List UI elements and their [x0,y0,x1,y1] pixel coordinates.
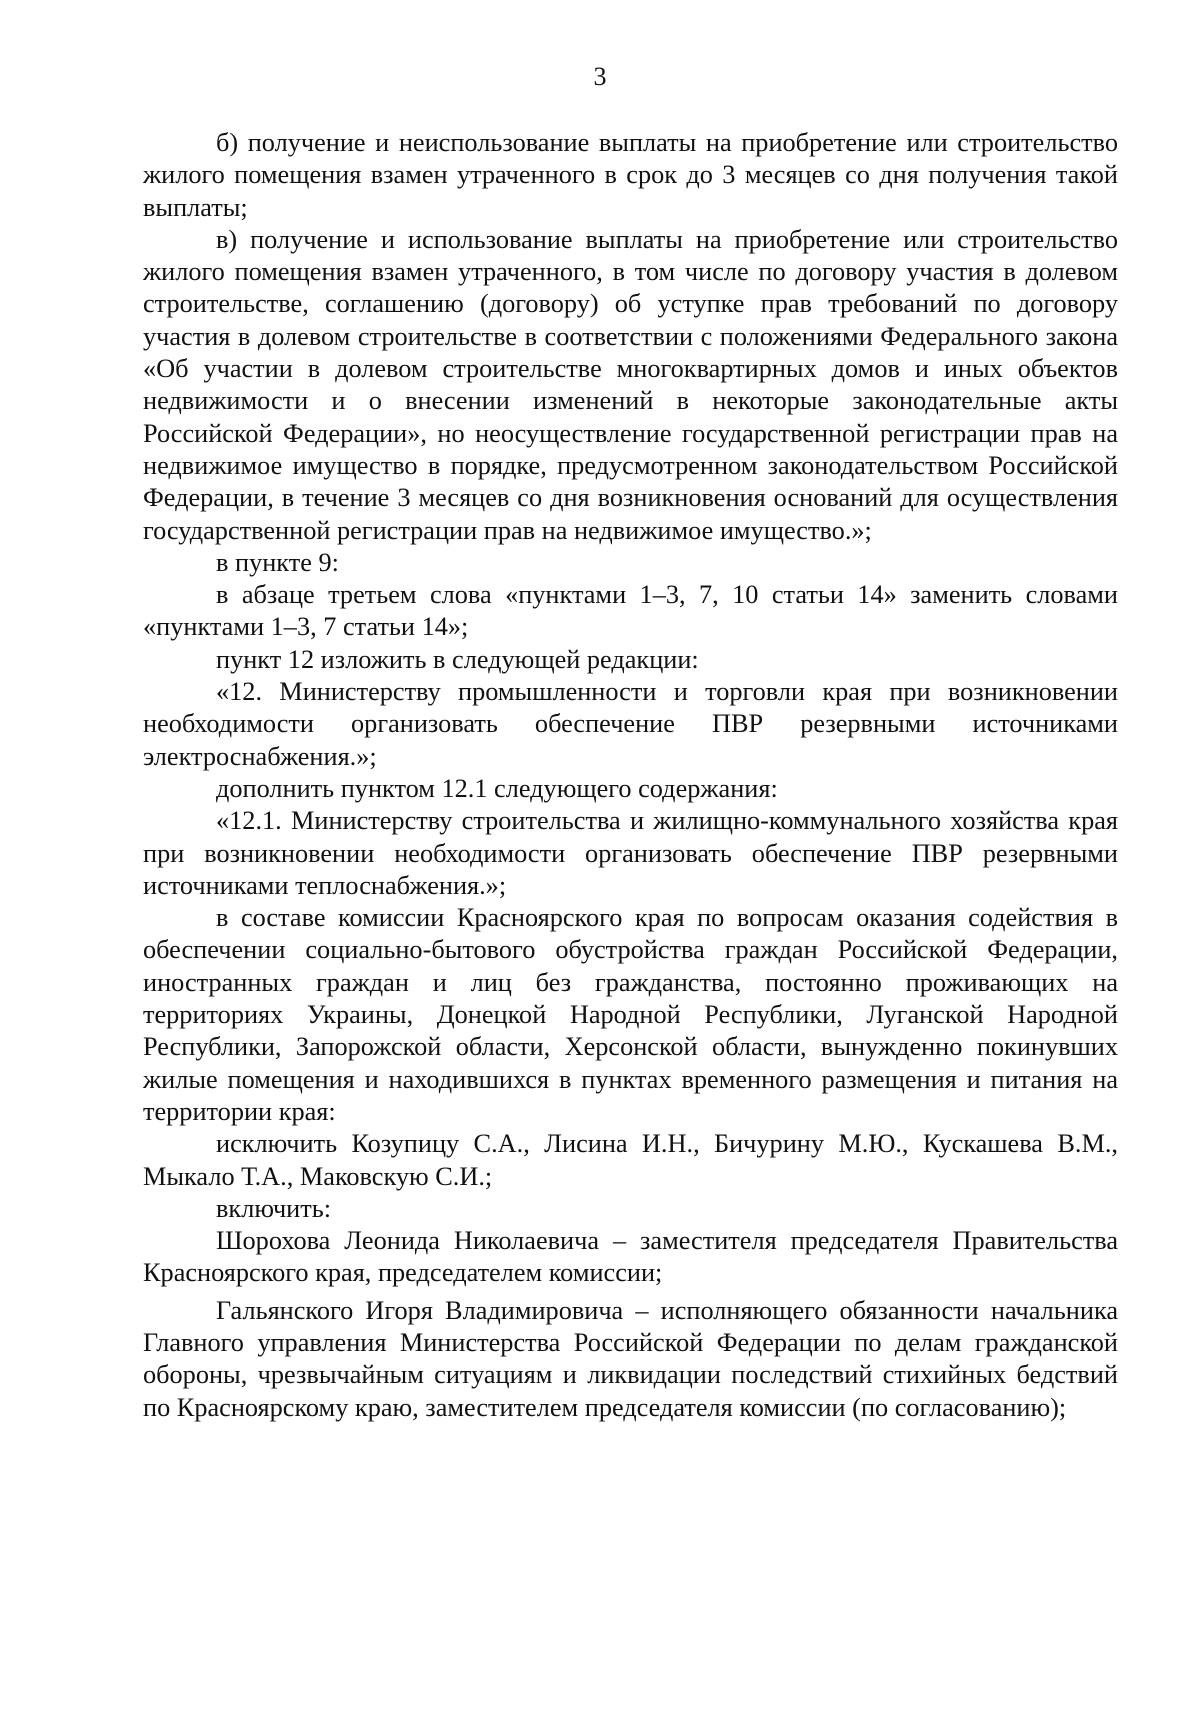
paragraph-item-9-amendment: в абзаце третьем слова «пунктами 1–3, 7, 10 статьи 14» заменить словами «пунктами 1–3, 7 статьи 14»; [143,580,1118,642]
paragraph-item-9: в пункте 9: [216,547,339,577]
page-number: 3 [593,62,607,91]
paragraph-exclude: исключить Козупицу С.А., Лисина И.Н., Бичурину М.Ю., Кускашева В.М., Мыкало Т.А., Маковскую С.И.; [143,1129,1118,1191]
paragraph-galyansky: Гальянского Игоря Владимировича – исполняющего обязанности начальника Главного управления Министерства Российской Федерации по делам гражданской обороны, чрезвычайным ситуациям и ликвидации последствий стихийных бедствий по Красноярскому краю, заместителем председателя комиссии (по согласованию); [143,1295,1118,1422]
document-body [143,127,1118,1424]
paragraph-item-12-1-text: «12.1. Министерству строительства и жилищно-коммунального хозяйства края при возникновении необходимости организовать обеспечение ПВР резервными источниками теплоснабжения.»; [143,806,1118,900]
paragraph-commission: в составе комиссии Красноярского края по вопросам оказания содействия в обеспечении социально-бытового обустройства граждан Российской Федерации, иностранных граждан и лиц без гражданства, постоянно проживающих на территориях Украины, Донецкой Народной Республики, Луганской Народной Республики, Запорожской области, Херсонской области, вынужденно покинувших жилые помещения и находившихся в пунктах временного размещения и питания на территории края: [143,903,1118,1126]
paragraph-item-12-intro: пункт 12 изложить в следующей редакции: [216,644,699,674]
paragraph-v: в) получение и использование выплаты на приобретение или строительство жилого помещения взамен утраченного, в том числе по договору участия в долевом строительстве, соглашению (договору) об уступке прав требований по договору участия в долевом строительстве в соответствии с положениями Федерального закона «Об участии в долевом строительстве многоквартирных домов и иных объектов недвижимости и о внесении изменений в некоторые законодательные акты Российской Федерации», но неосуществление государственной регистрации прав на недвижимое имущество в порядке, предусмотренном законодательством Российской Федерации, в течение 3 месяцев со дня возникновения оснований для осуществления государственной регистрации прав на недвижимое имущество.»; [143,224,1118,545]
paragraph-include: включить: [216,1193,332,1223]
paragraph-shorokhov: Шорохова Леонида Николаевича – заместителя председателя Правительства Красноярского края, председателем комиссии; [143,1226,1118,1288]
paragraph-item-12-text: «12. Министерству промышленности и торговли края при возникновении необходимости организовать обеспечение ПВР резервными источниками электроснабжения.»; [143,677,1118,771]
paragraph-item-12-1-intro: дополнить пунктом 12.1 следующего содержания: [216,773,778,803]
paragraph-b: б) получение и неиспользование выплаты на приобретение или строительство жилого помещения взамен утраченного в срок до 3 месяцев со дня получения такой выплаты; [143,128,1118,222]
